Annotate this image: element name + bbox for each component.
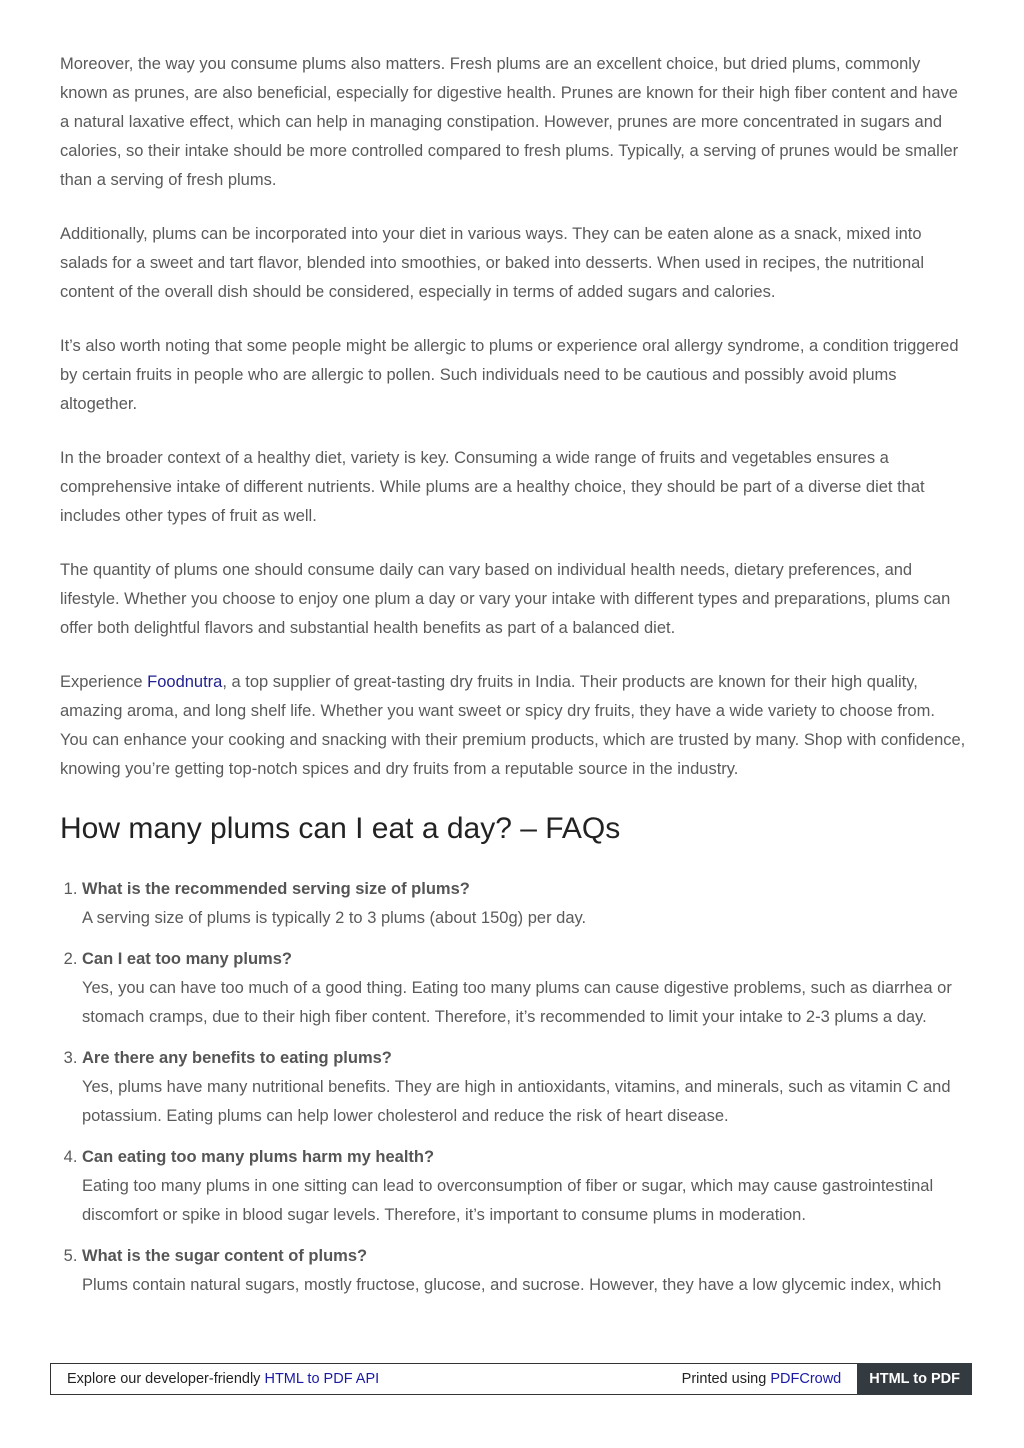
footer-printed-text: Printed using — [681, 1371, 771, 1387]
footer-explore — [51, 1371, 682, 1387]
faq-item — [82, 1044, 966, 1131]
faq-answer: Eating too many plums in one sitting can lead to overconsumption of fiber or sugar, which may cause gastrointestinal discomfort or spike in blood sugar levels. Therefore, it’s important to consume plums in moderation. — [82, 1177, 934, 1224]
footer-explore-text: Explore our developer-friendly — [67, 1371, 265, 1387]
faq-heading: How many plums can I eat a day? – FAQs — [60, 812, 621, 845]
faq-question: 1. What is the recommended serving size of plums? — [82, 880, 470, 898]
paragraph: It’s also worth noting that some people might be allergic to plums or experience oral allergy syndrome, a condition triggered by certain fruits in people who are allergic to pollen. Such individuals need to be cautious and possibly avoid plums altogether. — [60, 337, 959, 413]
faq-answer: Yes, plums have many nutritional benefits. They are high in antioxidants, vitamins, and minerals, such as vitamin C and potassium. Eating plums can help lower cholesterol and reduce the risk of heart disease. — [82, 1078, 951, 1125]
faq-question: 3. Are there any benefits to eating plums? — [82, 1049, 392, 1067]
faq-question: 4. Can eating too many plums harm my health? — [82, 1148, 435, 1166]
paragraph: In the broader context of a healthy diet, variety is key. Consuming a wide range of fruits and vegetables ensures a comprehensive intake of different nutrients. While plums are a healthy choice, they should be part of a diverse diet that includes other types of fruit as well. — [60, 449, 925, 525]
foodnutra-link[interactable]: Foodnutra — [147, 673, 223, 691]
faq-item — [82, 875, 966, 933]
footer-printed — [682, 1371, 858, 1387]
html-to-pdf-api-link[interactable]: HTML to PDF API — [264, 1371, 380, 1387]
promo-prefix: Experience — [60, 673, 148, 691]
faq-answer: A serving size of plums is typically 2 to 3 plums (about 150g) per day. — [82, 909, 587, 927]
promo-suffix: , a top supplier of great-tasting dry fruits in India. Their products are known for their high quality, amazing aroma, and long shelf life. Whether you want sweet or spicy dry fruits, they have a wide variety to choose from. You can enhance your cooking and snacking with their premium products, which are trusted by many. Shop with confidence, knowing you’re getting top-notch spices and dry fruits from a reputable source in the industry. — [60, 673, 966, 778]
article-content — [60, 50, 966, 1312]
faq-item — [82, 945, 966, 1032]
faq-answer: Plums contain natural sugars, mostly fructose, glucose, and sucrose. However, they have a low glycemic index, which — [82, 1276, 942, 1294]
pdfcrowd-footer — [50, 1363, 972, 1395]
paragraph: The quantity of plums one should consume daily can vary based on individual health needs, dietary preferences, and lifestyle. Whether you choose to enjoy one plum a day or vary your intake with different types and preparations, plums can offer both delightful flavors and substantial health benefits as part of a balanced diet. — [60, 561, 951, 637]
faq-list — [60, 875, 966, 1300]
faq-item — [82, 1242, 966, 1300]
faq-question: 5. What is the sugar content of plums? — [82, 1247, 368, 1265]
promo-paragraph — [60, 668, 966, 784]
paragraph: Additionally, plums can be incorporated into your diet in various ways. They can be eaten alone as a snack, mixed into salads for a sweet and tart flavor, blended into smoothies, or baked into desserts. When used in recipes, the nutritional content of the overall dish should be considered, especially in terms of added sugars and calories. — [60, 225, 924, 301]
paragraph: Moreover, the way you consume plums also matters. Fresh plums are an excellent choice, but dried plums, commonly known as prunes, are also beneficial, especially for digestive health. Prunes are known for their high fiber content and have a natural laxative effect, which can help in managing constipation. However, prunes are more concentrated in sugars and calories, so their intake should be more controlled compared to fresh plums. Typically, a serving of prunes would be smaller than a serving of fresh plums. — [60, 55, 959, 189]
html-to-pdf-badge[interactable]: HTML to PDF — [857, 1363, 972, 1395]
faq-item — [82, 1143, 966, 1230]
faq-answer: Yes, you can have too much of a good thing. Eating too many plums can cause digestive problems, such as diarrhea or stomach cramps, due to their high fiber content. Therefore, it’s recommended to limit your intake to 2-3 plums a day. — [82, 979, 952, 1026]
pdfcrowd-link[interactable]: PDFCrowd — [770, 1371, 842, 1387]
faq-question: 2. Can I eat too many plums? — [82, 950, 292, 968]
